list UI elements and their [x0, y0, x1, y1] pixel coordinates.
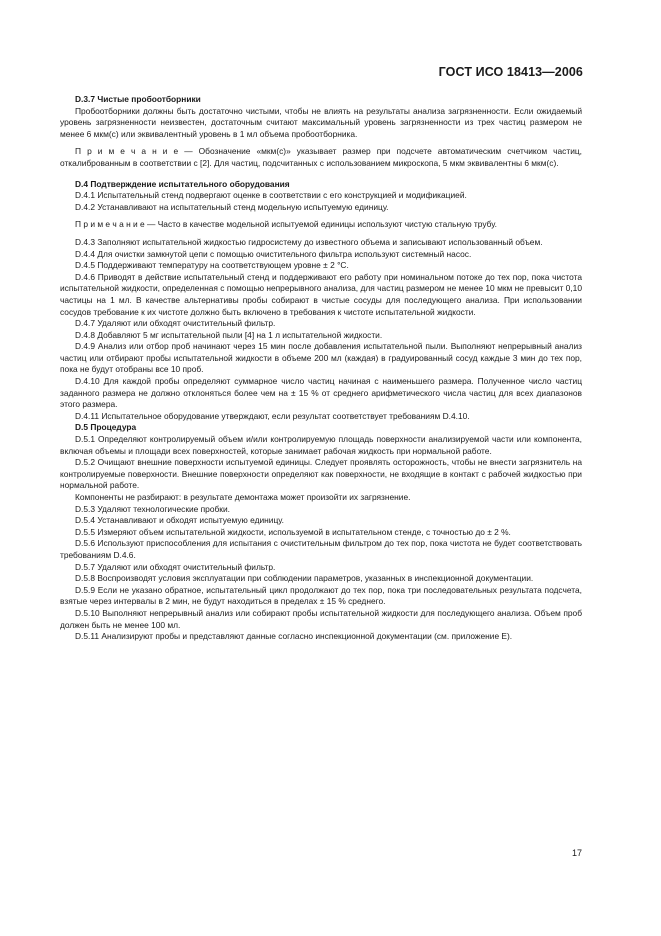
page-number: 17 [571, 848, 582, 858]
paragraph: D.5.8 Воспроизводят условия эксплуатации при соблюдении параметров, указанных в инспекционной документации. [75, 573, 534, 584]
paragraph: D.5.2 Очищают внешние поверхности испытуемой единицы. Следует проявлять осторожность, чтобы не внести загрязнитель на контролируемые поверхности. Внешние поверхности определяют как поверхности, не входящие в контакт с рабочей жидкостью при нормальной работе. [60, 457, 582, 491]
note-paragraph: П р и м е ч а н и е — Обозначение «мкм(с)» указывает размер при подсчете автоматическим счетчиком частиц, откалиброванным в соответствии с [2]. Для частиц, подсчитанных с использованием микроскопа, 5 мкм эквивалентны 6 мкм(с). [60, 146, 582, 168]
section-heading: D.4 Подтверждение испытательного оборудования [75, 178, 290, 189]
paragraph: D.4.7 Удаляют или обходят очистительный фильтр. [75, 318, 276, 329]
section-heading: D.3.7 Чистые пробоотборники [75, 94, 201, 104]
section-heading: D.5 Процедура [75, 422, 137, 433]
paragraph: D.5.6 Используют приспособления для испытания с очистительным фильтром до тех пор, пока чистота не будет соответствовать требованиям D.4.6. [60, 538, 582, 560]
paragraph: D.4.6 Приводят в действие испытательный стенд и поддерживают его работу при номинальном потоке до тех пор, пока чистота испытательной жидкости, определенная с помощью непрерывного анализа, для частиц размером не менее 10 мкм не превысит 0,10 частицы на 1 мл. В качестве альтернативы пробы собирают в чистые сосуды для последующего анализа. При использовании сосудов требование к их чистоте должно быть включено в требования к чистоте испытательной жидкости. [60, 271, 582, 317]
document-id-header: ГОСТ ИСО 18413—2006 [438, 65, 583, 79]
paragraph: D.5.5 Измеряют объем испытательной жидкости, используемой в испытательном стенде, с точностью до ± 2 %. [75, 526, 511, 537]
paragraph: D.4.1 Испытательный стенд подвергают оценке в соответствии с его конструкцией и модификацией. [75, 190, 467, 201]
paragraph: Пробоотборники должны быть достаточно чистыми, чтобы не влиять на результаты анализа загрязненности. Если ожидаемый уровень загрязненности неизвестен, достаточным считают максимальный уровень загрязненности из трех частиц размером не менее 6 мкм(с) или эквивалентный уровень в 1 мл объема пробоотборника. [60, 105, 582, 139]
paragraph: D.4.2 Устанавливают на испытательный стенд модельную испытуемую единицу. [75, 201, 389, 212]
paragraph: D.4.11 Испытательное оборудование утверждают, если результат соответствует требованиям D.4.10. [75, 410, 470, 421]
paragraph: D.5.11 Анализируют пробы и представляют данные согласно инспекционной документации (см. приложение E). [75, 631, 513, 642]
paragraph: D.5.1 Определяют контролируемый объем и/или контролируемую площадь поверхности анализируемой части или компонента, включая объемы и площади всех поверхностей, которые занимает рабочая жидкость при нормальной работе. [60, 434, 582, 456]
paragraph: D.5.4 Устанавливают и обходят испытуемую единицу. [75, 515, 284, 526]
paragraph: D.5.9 Если не указано обратное, испытательный цикл продолжают до тех пор, пока три последовательных результата подсчета, взятые через интервалы в 2 мин, не будут находиться в пределах ± 15 % среднего. [60, 584, 582, 607]
document-body [60, 94, 582, 643]
note-paragraph: П р и м е ч а н и е — Часто в качестве модельной испытуемой единицы используют чистую стальную трубу. [75, 219, 497, 230]
paragraph: D.5.7 Удаляют или обходят очистительный фильтр. [75, 561, 276, 572]
paragraph: D.4.9 Анализ или отбор проб начинают через 15 мин после добавления испытательной пыли. Выполняют непрерывный анализ частиц или отбирают пробы испытательной жидкости в объеме 200 мл (каждая) в градуированный сосуд каждые 3 мин до тех пор, пока не будут отобраны все 10 проб. [60, 341, 582, 375]
paragraph: D.5.10 Выполняют непрерывный анализ или собирают пробы испытательной жидкости для последующего анализа. Объем проб должен быть не менее 100 мл. [60, 607, 582, 630]
paragraph: D.4.5 Поддерживают температуру на соответствующем уровне ± 2 °C. [75, 260, 349, 271]
paragraph: D.5.3 Удаляют технологические пробки. [75, 503, 230, 514]
paragraph: D.4.4 Для очистки замкнутой цепи с помощью очистительного фильтра используют системный насос. [75, 248, 472, 259]
paragraph: D.4.10 Для каждой пробы определяют суммарное число частиц начиная с наименьшего размера. Полученное число частиц заданного размера не должно отклоняться более чем на ± 15 % от среднего арифметического числа частиц для всех диапазонов этого размера. [60, 376, 582, 410]
paragraph: D.4.8 Добавляют 5 мг испытательной пыли [4] на 1 л испытательной жидкости. [75, 329, 383, 340]
paragraph: D.4.3 Заполняют испытательной жидкостью гидросистему до известного объема и записывают использованный объем. [75, 236, 543, 247]
paragraph: Компоненты не разбирают: в результате демонтажа может произойти их загрязнение. [75, 492, 411, 502]
